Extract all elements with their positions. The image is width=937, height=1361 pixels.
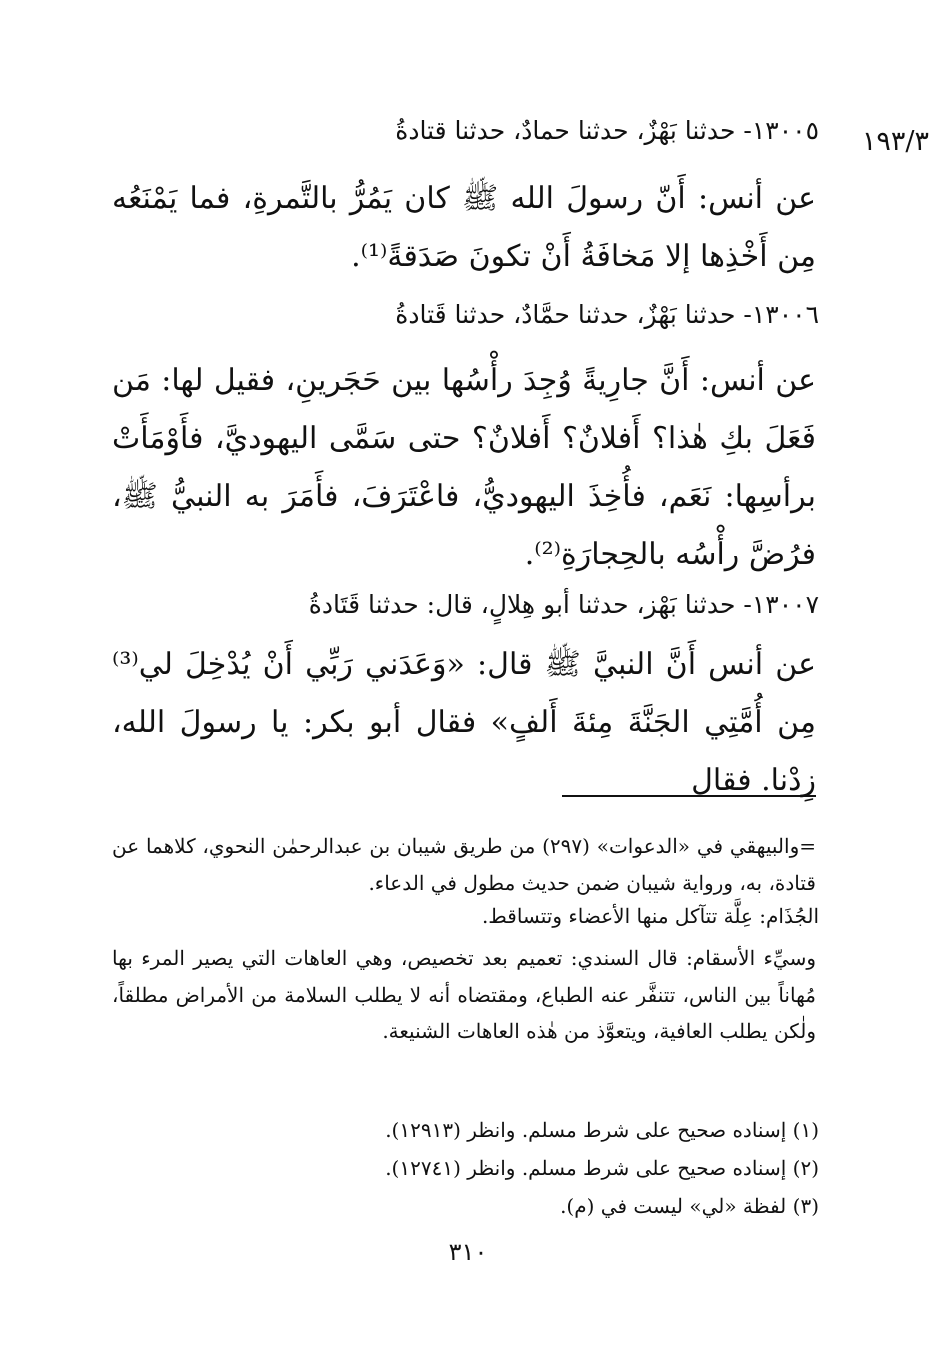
footnote-continuation: =والبيهقي في «الدعوات» (٢٩٧) من طريق شيبان بن عبدالرحمٰن النحوي، كلاهما عن قتادة، به، ورواية شيبان ضمن حديث مطول في الدعاء. [112,834,816,895]
hadith-13006-header: ١٣٠٠٦- حدثنا بَهْزٌ، حدثنا حمَّادٌ، حدثنا قَتادةُ [395,300,819,329]
footnote-separator [562,795,816,797]
footnote-jutham-definition: الجُذَام: عِلَّة تتآكل منها الأعضاء وتتساقط. [481,904,819,928]
footnote-3: (٣) لفظة «لي» ليست في (م). [560,1194,819,1218]
hadith-13005-header: ١٣٠٠٥- حدثنا بَهْزٌ، حدثنا حمادٌ، حدثنا قتادةُ [395,116,819,145]
volume-page-marker: ١٩٣/٣ [861,126,929,157]
page-number: ٣١٠ [448,1238,488,1266]
footnote-1: (١) إسناده صحيح على شرط مسلم. وانظر (١٢٩١٣). [385,1118,819,1142]
footnote-2: (٢) إسناده صحيح على شرط مسلم. وانظر (١٢٧٤١). [385,1156,819,1180]
hadith-13006-body: عن أنس: أَنَّ جارِيةً وُجِدَ رأْسُها بين حَجَرينِ، فقيل لها: مَن فَعَلَ بكِ هٰذا؟ أَفلانٌ؟ أَفلانٌ؟ حتى سَمَّى اليهوديَّ، فأَوْمَأَتْ برأسِها: نَعَم، فأُخِذَ اليهوديُّ، فاعْتَرَفَ، فأَمَرَ به النبيُّ ﷺ، فرُضَّ رأْسُه بالحِجارَةِ⁽²⁾. [112,363,816,572]
hadith-13007-header: ١٣٠٠٧- حدثنا بَهْز، حدثنا أبو هِلالٍ، قال: حدثنا قَتَادةُ [308,590,819,619]
hadith-13005-body: عن أنس: أَنّ رسولَ الله ﷺ كان يَمُرُّ بالتَّمرةِ، فما يَمْنَعُه مِن أَخْذِها إلا مَخافَةُ أَنْ تكونَ صَدَقةً⁽¹⁾. [112,181,816,274]
footnote-sayyi-definition: وسيِّء الأسقام: قال السندي: تعميم بعد تخصيص، وهي العاهات التي يصير المرء بها مُهاناً بين الناس، تتنفَّر عنه الطباع، ومقتضاه أنه لا يطلب السلامة من الأمراض مطلقاً، ولٰكن يطلب العافية، ويتعوَّذ من هٰذه العاهات الشنيعة. [112,946,816,1043]
hadith-13007-body: عن أنس أَنَّ النبيَّ ﷺ قال: «وَعَدَني رَبِّي أَنْ يُدْخِلَ لي⁽³⁾ مِن أُمَّتِي الجَنَّةَ مِئةَ أَلفٍ» فقال أبو بكر: يا رسولَ الله، زِدْنا. فقال [112,647,816,798]
